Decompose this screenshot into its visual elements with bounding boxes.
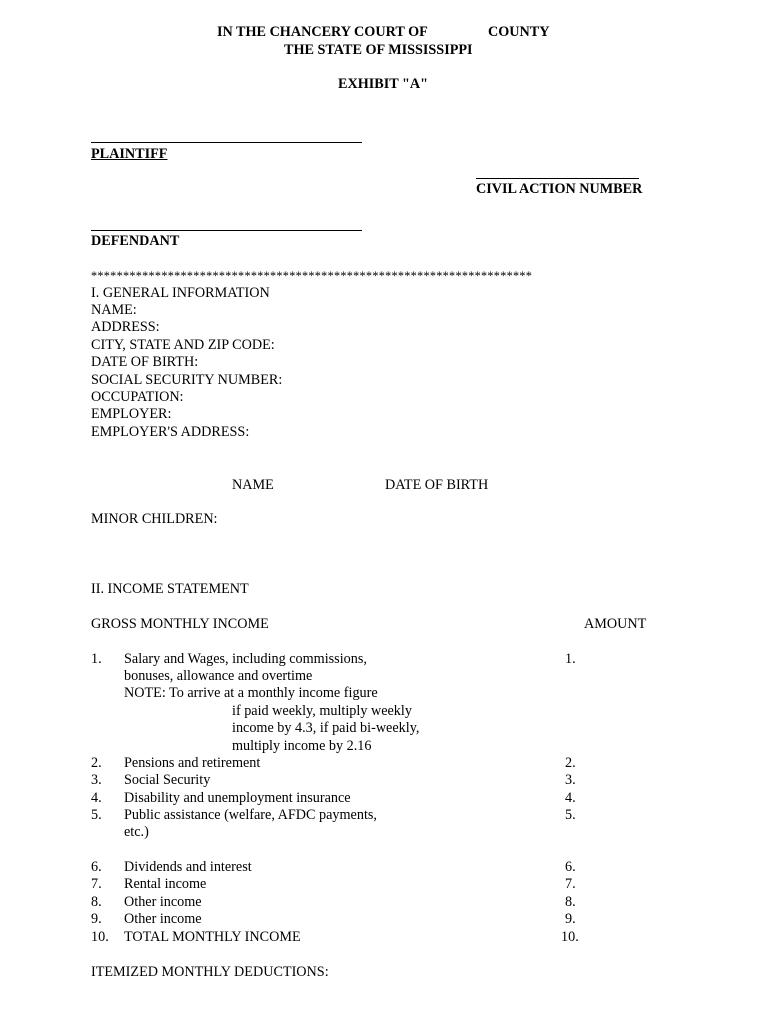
- court-line-left: IN THE CHANCERY COURT OF: [217, 24, 428, 40]
- field-date-of-birth: DATE OF BIRTH:: [91, 354, 199, 370]
- gross-monthly-income-label: GROSS MONTHLY INCOME: [91, 616, 269, 632]
- amount-ref: 4.: [565, 790, 576, 806]
- item-number: 7.: [91, 876, 102, 892]
- itemized-deductions-heading: ITEMIZED MONTHLY DEDUCTIONS:: [91, 964, 329, 980]
- field-name: NAME:: [91, 302, 137, 318]
- field-employer-address: EMPLOYER'S ADDRESS:: [91, 424, 250, 440]
- item-number: 5.: [91, 807, 102, 823]
- item-text: Other income: [124, 894, 202, 910]
- children-name-column: NAME: [232, 477, 274, 493]
- item-text-continued: etc.): [124, 824, 149, 840]
- children-dob-column: DATE OF BIRTH: [385, 477, 489, 493]
- item-text: Public assistance (welfare, AFDC payments,: [124, 807, 377, 823]
- item-1-note-line-3: multiply income by 2.16: [232, 738, 372, 754]
- exhibit-title: EXHIBIT "A": [338, 76, 429, 92]
- item-1-line-2: bonuses, allowance and overtime: [124, 668, 313, 684]
- item-number: 10.: [91, 929, 109, 945]
- civil-action-line: [476, 178, 639, 179]
- amount-ref: 9.: [565, 911, 576, 927]
- income-statement-heading: II. INCOME STATEMENT: [91, 581, 249, 597]
- item-1-note-line-2: income by 4.3, if paid bi-weekly,: [232, 720, 420, 736]
- amount-ref: 3.: [565, 772, 576, 788]
- item-text: Social Security: [124, 772, 211, 788]
- amount-ref: 1.: [565, 651, 576, 667]
- field-city-state-zip: CITY, STATE AND ZIP CODE:: [91, 337, 275, 353]
- field-address: ADDRESS:: [91, 319, 160, 335]
- item-text: Dividends and interest: [124, 859, 252, 875]
- plaintiff-signature-line: [91, 142, 362, 143]
- field-occupation: OCCUPATION:: [91, 389, 184, 405]
- item-number: 8.: [91, 894, 102, 910]
- item-number: 4.: [91, 790, 102, 806]
- plaintiff-label: PLAINTIFF: [91, 146, 168, 162]
- item-number: 1.: [91, 651, 102, 667]
- item-text: Pensions and retirement: [124, 755, 261, 771]
- minor-children-label: MINOR CHILDREN:: [91, 511, 218, 527]
- item-number: 2.: [91, 755, 102, 771]
- amount-column-label: AMOUNT: [584, 616, 647, 632]
- item-number: 9.: [91, 911, 102, 927]
- court-line-county: COUNTY: [488, 24, 550, 40]
- item-text: Other income: [124, 911, 202, 927]
- amount-ref: 2.: [565, 755, 576, 771]
- state-line: THE STATE OF MISSISSIPPI: [284, 42, 473, 58]
- amount-ref: 10.: [561, 929, 579, 945]
- amount-ref: 6.: [565, 859, 576, 875]
- item-text: Rental income: [124, 876, 207, 892]
- amount-ref: 5.: [565, 807, 576, 823]
- amount-ref: 7.: [565, 876, 576, 892]
- amount-ref: 8.: [565, 894, 576, 910]
- civil-action-label: CIVIL ACTION NUMBER: [476, 181, 643, 197]
- item-text-total: TOTAL MONTHLY INCOME: [124, 929, 301, 945]
- item-text: Disability and unemployment insurance: [124, 790, 351, 806]
- item-1-note: NOTE: To arrive at a monthly income figure: [124, 685, 378, 701]
- field-employer: EMPLOYER:: [91, 406, 172, 422]
- item-number: 6.: [91, 859, 102, 875]
- general-information-heading: I. GENERAL INFORMATION: [91, 285, 270, 301]
- item-1-note-line-1: if paid weekly, multiply weekly: [232, 703, 412, 719]
- field-ssn: SOCIAL SECURITY NUMBER:: [91, 372, 283, 388]
- asterisk-separator: *********************************************************************: [91, 269, 533, 283]
- defendant-label: DEFENDANT: [91, 233, 180, 249]
- item-1-line-1: Salary and Wages, including commissions,: [124, 651, 367, 667]
- item-number: 3.: [91, 772, 102, 788]
- defendant-signature-line: [91, 230, 362, 231]
